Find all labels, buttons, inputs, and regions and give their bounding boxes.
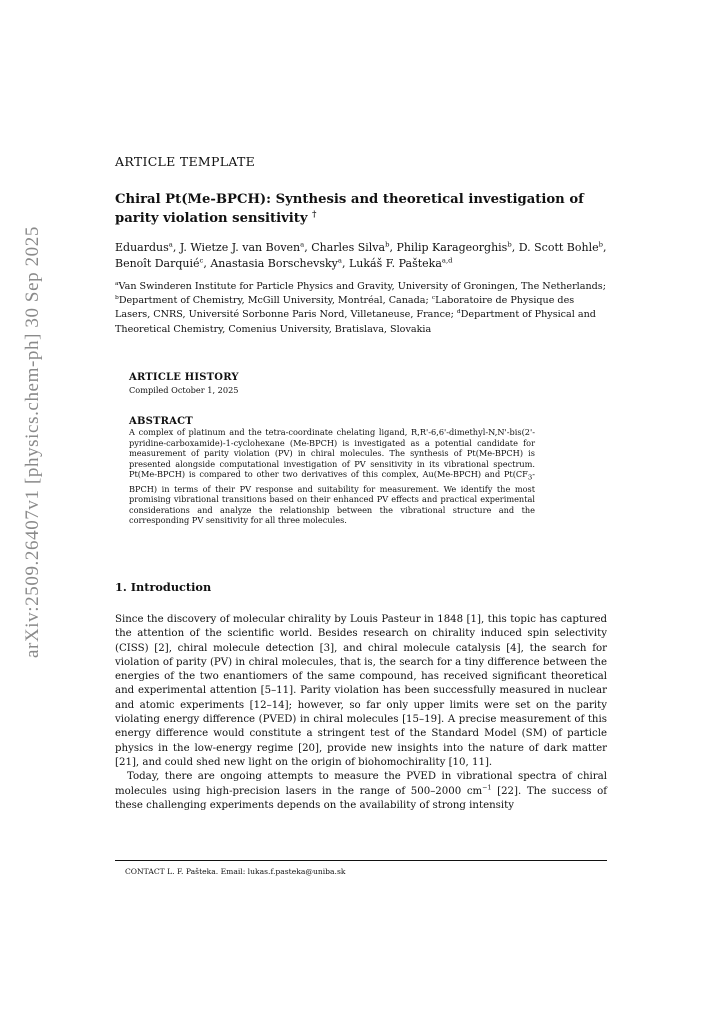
author: Lukáš F. Pašteka <box>348 257 442 270</box>
author-affil-sup: b <box>385 240 390 249</box>
footnote-rule <box>115 860 607 861</box>
abstract-text-part: A complex of platinum and the tetra-coordinate chelating ligand, R,R'-6,6'-dimethyl-N,N'-bis(2'-pyridine-carboxamide)-1-cyclohexane (Me-BPCH) is investigated as a potential candidate for measurement of parity violation (PV) in chiral molecules. The synthesis of Pt(Me-BPCH) is presented alongside computational investigation of PV sensitivity in its vibrational spectrum. Pt(Me-BPCH) is compared to other two derivatives of this complex, Au(Me-BPCH) and Pt(CF <box>129 427 535 480</box>
section-heading-introduction: 1. Introduction <box>115 580 212 594</box>
affil-sup: b <box>115 294 119 302</box>
author-affil-sup: c <box>199 256 204 265</box>
paragraph-part: Today, there are ongoing attempts to measure the PVED in vibrational spectra of chiral molecules using high-precision lasers in the range of 500–2000 cm <box>115 771 607 797</box>
abstract-heading: ABSTRACT <box>129 416 193 427</box>
affiliation: Department of Physical and Theoretical Chemistry, Comenius University, Bratislava, Slovakia <box>115 309 596 335</box>
affil-sup: c <box>431 294 436 302</box>
affiliation: Van Swinderen Institute for Particle Physics and Gravity, University of Groningen, The Netherlands; <box>118 281 606 292</box>
introduction-body <box>115 613 607 813</box>
author-list: Eduardus$^a$, J. Wietze J. van Boven$^a$, Charles Silva$^b$, Philip Karageorghis$^b$, D. Scott Bohle$^b$, Benoît Darquié$^c$, Anastasia Borschevsky$^a$, Lukáš F. Pašteka$^{a,d}$ <box>115 240 607 270</box>
arxiv-identifier: arXiv:2509.26407v1 [physics.chem-ph] 30 Sep 2025 <box>22 226 43 658</box>
author: Benoît Darquié <box>115 257 200 270</box>
author: Philip Karageorghis <box>396 241 508 254</box>
author: J. Wietze J. van Boven <box>179 241 301 254</box>
contact-footnote: CONTACT L. F. Pašteka. Email: lukas.f.pasteka@uniba.sk <box>125 867 346 876</box>
author: Charles Silva <box>311 241 386 254</box>
author-affil-sup: a,d <box>441 256 453 265</box>
author-affil-sup: a <box>337 256 342 265</box>
author: Anastasia Borschevsky <box>210 257 338 270</box>
affil-sup: a <box>115 279 119 287</box>
paragraph <box>115 770 607 813</box>
paper-title <box>115 190 607 228</box>
abstract <box>129 416 535 526</box>
paragraph-part: [22]. The success of these challenging experiments depends on the availability of strong intensity <box>115 785 607 811</box>
author: Eduardus <box>115 241 169 254</box>
author-affil-sup: b <box>598 240 603 249</box>
affiliations <box>115 280 607 337</box>
title-text: Chiral Pt(Me-BPCH): Synthesis and theoretical investigation of parity violation sensitivity <box>115 192 584 226</box>
paragraph: Since the discovery of molecular chirality by Louis Pasteur in 1848 [1], this topic has captured the attention of the scientific world. Besides research on chirality induced spin selectivity (CISS) [2], chiral molecule detection [3], and chiral molecule catalysis [4], the search for violation of parity (PV) in chiral molecules, that is, the search for a tiny difference between the energies of the two enantiomers of the same compound, has received significant theoretical and experimental attention [5–11]. Parity violation has been successfully measured in nuclear and atomic experiments [12–14]; however, so far only upper limits were set on the parity violating energy difference (PVED) in chiral molecules [15–19]. A precise measurement of this energy difference would constitute a stringent test of the Standard Model (SM) of particle physics in the low-energy regime [20], provide new insights into the nature of dark matter [21], and could shed new light on the origin of biohomochirality [10, 11]. <box>115 614 607 768</box>
abstract-text-part: -BPCH) in terms of their PV response and suitability for measurement. We identify the most promising vibrational transitions based on their enhanced PV effects and practical experimental considerations and analyze the relationship between the vibrational structure and the corresponding PV sensitivity for all three molecules. <box>129 469 535 526</box>
article-history <box>129 372 535 396</box>
title-dagger: † <box>312 208 317 219</box>
abstract-subscript: 3 <box>527 474 533 483</box>
article-template-label: ARTICLE TEMPLATE <box>115 154 256 169</box>
compiled-date: Compiled October 1, 2025 <box>129 385 239 395</box>
history-heading: ARTICLE HISTORY <box>129 372 239 383</box>
affiliation: Laboratoire de Physique des Lasers, CNRS, Université Sorbonne Paris Nord, Villetaneuse, France; <box>115 295 575 321</box>
author-affil-sup: a <box>300 240 305 249</box>
abstract-text <box>129 427 535 526</box>
author-affil-sup: b <box>507 240 512 249</box>
author: D. Scott Bohle <box>518 241 599 254</box>
author-affil-sup: a <box>168 240 173 249</box>
affil-sup: d <box>456 308 461 316</box>
unit-superscript: −1 <box>482 784 492 792</box>
affiliation: Department of Chemistry, McGill University, Montréal, Canada; <box>118 295 432 307</box>
